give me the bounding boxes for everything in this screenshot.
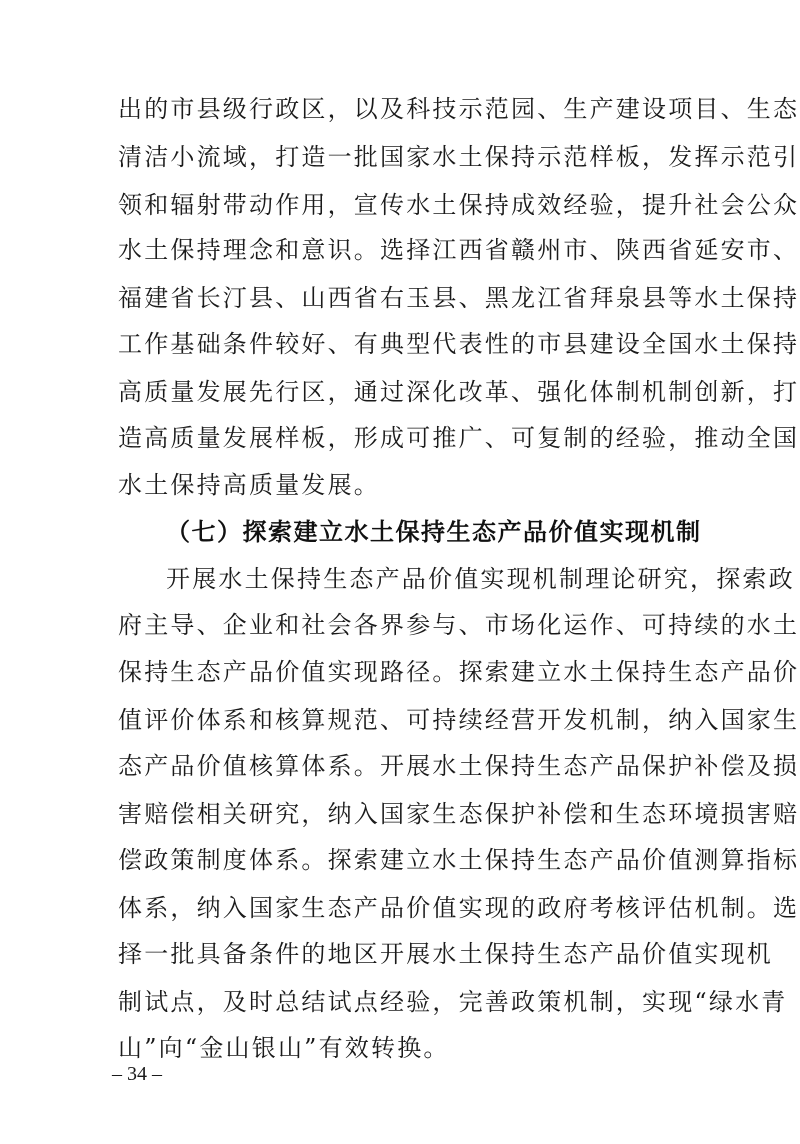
paragraph-1-line: 高质量发展先行区，通过深化改革、强化体制机制创新，打 (118, 378, 800, 406)
paragraph-2-line: 偿政策制度体系。探索建立水土保持生态产品价值测算指标 (118, 846, 800, 874)
paragraph-2-line: 保持生态产品价值实现路径。探索建立水土保持生态产品价 (118, 658, 800, 686)
paragraph-1-line: 工作基础条件较好、有典型代表性的市县建设全国水土保持 (118, 330, 800, 358)
paragraph-1-line: 领和辐射带动作用，宣传水土保持成效经验，提升社会公众 (118, 191, 800, 219)
paragraph-1-line: 造高质量发展样板，形成可推广、可复制的经验，推动全国 (118, 424, 800, 452)
paragraph-1-line: 出的市县级行政区，以及科技示范园、生产建设项目、生态 (118, 95, 800, 123)
paragraph-1-line: 福建省长汀县、山西省右玉县、黑龙江省拜泉县等水土保持 (118, 284, 800, 312)
paragraph-1-line: 水土保持高质量发展。 (118, 471, 380, 499)
paragraph-2-line: 体系，纳入国家生态产品价值实现的政府考核评估机制。选 (118, 894, 800, 922)
paragraph-2-line: 山”向“金山银山”有效转换。 (118, 1034, 450, 1062)
paragraph-2-line: 害赔偿相关研究，纳入国家生态保护补偿和生态环境损害赔 (118, 800, 800, 828)
paragraph-1-line: 水土保持理念和意识。选择江西省赣州市、陕西省延安市、 (118, 236, 800, 264)
page-number: – 34 – (112, 1063, 162, 1085)
paragraph-2-line: 制试点，及时总结试点经验，完善政策机制，实现“绿水青 (118, 988, 788, 1016)
paragraph-2-line: 态产品价值核算体系。开展水土保持生态产品保护补偿及损 (118, 752, 800, 780)
paragraph-2-line: 府主导、企业和社会各界参与、市场化运作、可持续的水土 (118, 611, 800, 639)
section-heading: （七）探索建立水土保持生态产品价值实现机制 (166, 518, 702, 546)
paragraph-1-line: 清洁小流域，打造一批国家水土保持示范样板，发挥示范引 (118, 143, 800, 171)
paragraph-2-line: 择一批具备条件的地区开展水土保持生态产品价值实现机 (118, 940, 773, 968)
paragraph-2-line: 开展水土保持生态产品价值实现机制理论研究，探索政 (166, 565, 795, 593)
paragraph-2-line: 值评价体系和核算规范、可持续经营开发机制，纳入国家生 (118, 706, 800, 734)
